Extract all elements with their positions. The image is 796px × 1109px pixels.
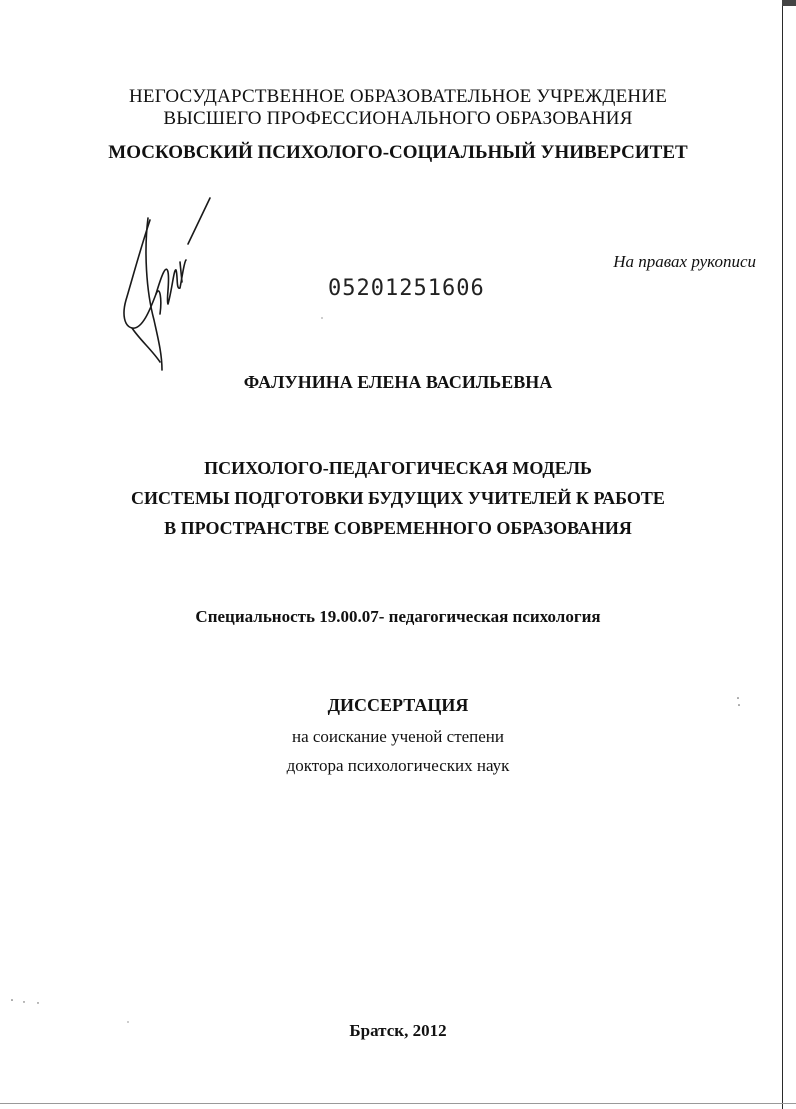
title-line-1: ПСИХОЛОГО-ПЕДАГОГИЧЕСКАЯ МОДЕЛЬ xyxy=(204,458,592,478)
university-name: МОСКОВСКИЙ ПСИХОЛОГО-СОЦИАЛЬНЫЙ УНИВЕРСИТЕТ xyxy=(108,142,688,163)
title-line-3: В ПРОСТРАНСТВЕ СОВРЕМЕННОГО ОБРАЗОВАНИЯ xyxy=(164,518,632,538)
manuscript-note: На правах рукописи xyxy=(613,252,756,271)
title-line-2: СИСТЕМЫ ПОДГОТОВКИ БУДУЩИХ УЧИТЕЛЕЙ К РАБОТЕ xyxy=(131,488,665,508)
org-line-1: НЕГОСУДАРСТВЕННОЕ ОБРАЗОВАТЕЛЬНОЕ УЧРЕЖДЕНИЕ xyxy=(128,86,668,107)
org-line-2: ВЫСШЕГО ПРОФЕССИОНАЛЬНОГО ОБРАЗОВАНИЯ xyxy=(163,108,633,129)
degree-line-1: на соискание ученой степени xyxy=(291,727,505,746)
dissertation-label: ДИССЕРТАЦИЯ xyxy=(327,695,469,715)
archive-stamp-number: 05201251606 xyxy=(328,276,485,301)
degree-line-2: доктора психологических наук xyxy=(286,756,510,775)
place-year: Братск, 2012 xyxy=(349,1021,447,1040)
author-name: ФАЛУНИНА ЕЛЕНА ВАСИЛЬЕВНА xyxy=(243,372,553,392)
specialty: Специальность 19.00.07- педагогическая психология xyxy=(195,607,601,626)
